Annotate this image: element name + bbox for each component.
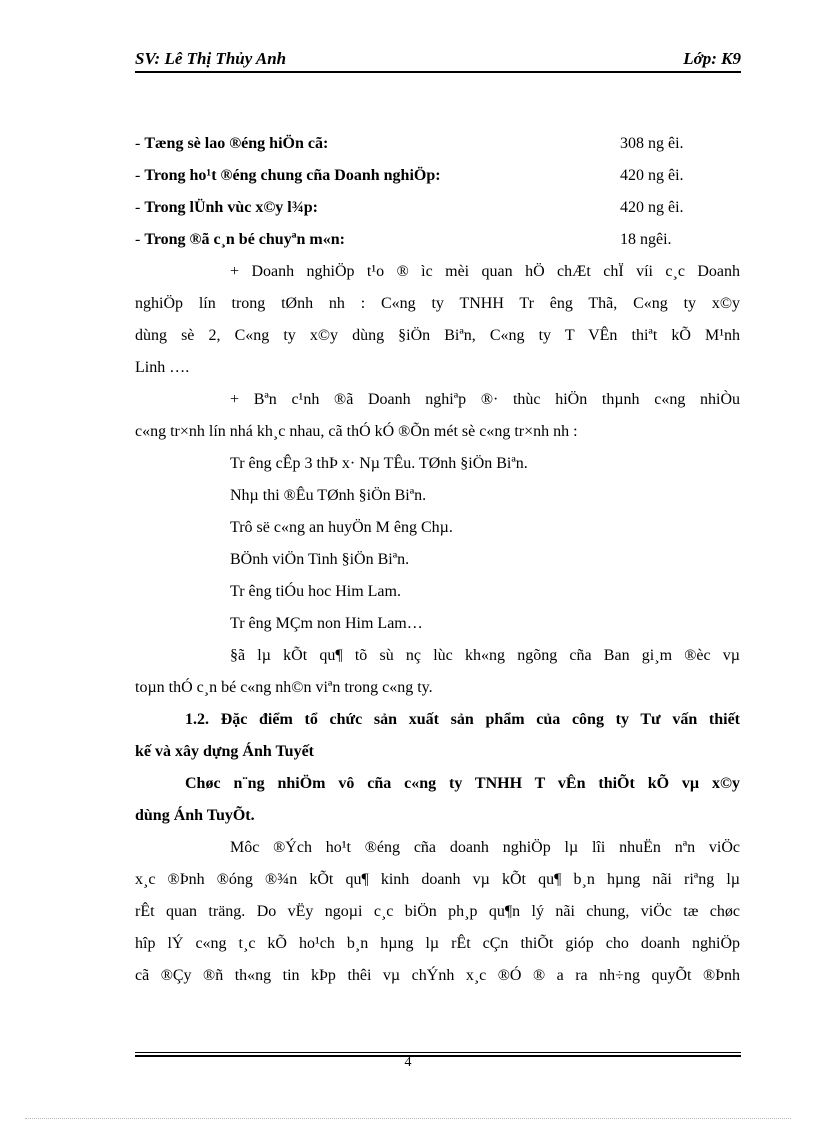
- stat-row: - Trong lÜnh vùc x©y l¾p: 420 ng êi.: [135, 192, 740, 224]
- stat-value: 420 ng êi.: [620, 167, 684, 184]
- page-number: 4: [404, 1055, 412, 1070]
- stat-label: Trong ®ã c¸n bé chuyªn m«n:: [144, 231, 345, 248]
- paragraph-line: rÊt quan träng. Do vËy ngoµi c¸c biÖn ph¸p qu¶n lý nãi chung, viÖc tæ chøc: [135, 903, 740, 920]
- paragraph-line: dùng sè 2, C«ng ty x©y dùng §iÖn Biªn, C«ng ty T VÊn thiªt kÕ M¹nh: [135, 327, 740, 344]
- stat-row: - Trong ®ã c¸n bé chuyªn m«n: 18 ngêi.: [135, 224, 740, 256]
- paragraph-line: toµn thÓ c¸n bé c«ng nh©n viªn trong c«ng ty.: [135, 679, 433, 696]
- stat-label: Trong ho¹t ®éng chung cña Doanh nghiÖp:: [144, 167, 441, 184]
- paragraph-line: + Bªn c¹nh ®ã Doanh nghiªp ®· thùc hiÖn thµnh c«ng nhiÒu: [230, 391, 740, 408]
- stat-value: 308 ng êi.: [620, 135, 684, 152]
- page-boundary: [25, 1118, 791, 1119]
- project-item: Tr êng MÇm non Him Lam…: [230, 615, 423, 632]
- stat-value: 18 ngêi.: [620, 231, 672, 248]
- paragraph-line: c«ng tr×nh lín nhá kh¸c nhau, cã thÓ kÓ ®Õn mét sè c«ng tr×nh nh :: [135, 423, 578, 440]
- project-item: Tr êng tiÓu hoc Him Lam.: [230, 583, 401, 600]
- project-item: Trô së c«ng an huyÖn M êng Chµ.: [230, 519, 453, 536]
- project-item: Tr êng cÊp 3 thÞ x· Nµ TÊu. TØnh §iÖn Biªn.: [230, 455, 528, 472]
- project-item: BÖnh viÖn Tinh §iÖn Biªn.: [230, 551, 410, 568]
- paragraph-line: cã ®Çy ®ñ th«ng tin kÞp thêi vµ chÝnh x¸c ®Ó ® a ra nh÷ng quyÕt ®Þnh: [135, 967, 740, 984]
- paragraph-line: + Doanh nghiÖp t¹o ® ìc mèi quan hÖ chÆt chÏ víi c¸c Doanh: [230, 263, 740, 280]
- paragraph-line: hîp lÝ c«ng t¸c kÕ ho¹ch b¸n hµng lµ rÊt cÇn thiÕt gióp cho doanh nghiÖp: [135, 935, 740, 952]
- stat-row: - Trong ho¹t ®éng chung cña Doanh nghiÖp: 420 ng êi.: [135, 160, 740, 192]
- footer-rule: [135, 1052, 741, 1053]
- subsection-heading: dùng Ánh TuyÕt.: [135, 807, 255, 824]
- paragraph-line: Môc ®Ých ho¹t ®éng cña doanh nghiÖp lµ lîi nhuËn nªn viÖc: [230, 839, 740, 856]
- paragraph-line: nghiÖp lín trong tØnh nh : C«ng ty TNHH Tr êng Thã, C«ng ty x©y: [135, 295, 740, 312]
- header-rule: [135, 71, 741, 73]
- class-label: Lớp: K9: [683, 49, 741, 68]
- stat-label: Trong lÜnh vùc x©y l¾p:: [144, 199, 318, 216]
- paragraph-line: §ã lµ kÕt qu¶ tõ sù nç lùc kh«ng ngõng cña Ban gi¸m ®èc vµ: [230, 647, 740, 664]
- project-item: Nhµ thi ®Êu TØnh §iÖn Biªn.: [230, 487, 427, 504]
- page-content: [135, 128, 740, 992]
- student-name: SV: Lê Thị Thủy Anh: [135, 49, 287, 68]
- stat-row: - Tæng sè lao ®éng hiÖn cã: 308 ng êi.: [135, 128, 740, 160]
- paragraph-line: Linh ….: [135, 359, 190, 376]
- section-heading: kế và xây dựng Ánh Tuyết: [135, 743, 314, 760]
- paragraph-line: x¸c ®Þnh ®óng ®¾n kÕt qu¶ kinh doanh vµ kÕt qu¶ b¸n hµng nãi riªng lµ: [135, 871, 740, 888]
- section-heading: 1.2. Đặc điểm tổ chức sản xuất sản phẩm của công ty Tư vấn thiết: [185, 711, 740, 728]
- stat-value: 420 ng êi.: [620, 199, 684, 216]
- stat-label: Tæng sè lao ®éng hiÖn cã:: [144, 135, 329, 152]
- subsection-heading: Chøc n¨ng nhiÖm vô cña c«ng ty TNHH T vÊn thiÕt kÕ vµ x©y: [185, 775, 740, 792]
